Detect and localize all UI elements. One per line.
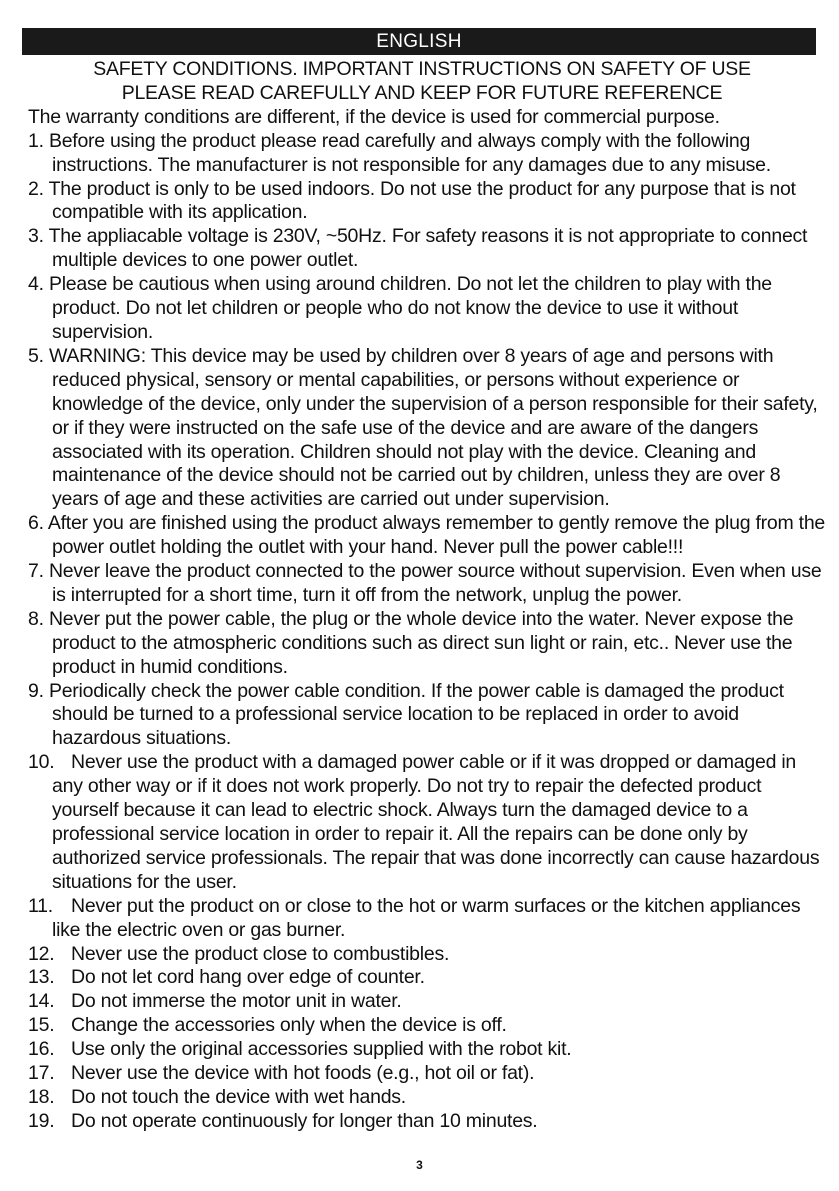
item-number: 12.	[28, 942, 55, 965]
list-item	[28, 1038, 828, 1062]
list-item	[28, 273, 828, 345]
item-text: After you are finished using the product always remember to gently remove the plug from the power outlet holding the outlet with your hand. Never pull the power cable!!!	[47, 512, 826, 559]
list-item	[28, 130, 828, 178]
item-number: 18.	[28, 1085, 55, 1108]
item-number: 3.	[28, 225, 44, 248]
item-text: Do not immerse the motor unit in water.	[71, 990, 402, 1013]
item-number: 13.	[28, 966, 55, 989]
document-body	[28, 58, 828, 1134]
item-number: 7.	[28, 560, 44, 583]
list-item	[28, 345, 828, 512]
item-text: The product is only to be used indoors. Do not use the product for any purpose that is not compatible with its application.	[48, 177, 796, 224]
item-text: Never use the product close to combustibles.	[71, 942, 450, 965]
item-text: Do not touch the device with wet hands.	[71, 1085, 406, 1108]
item-number: 11.	[28, 894, 53, 917]
item-number: 6.	[28, 512, 44, 535]
language-header-bar: ENGLISH	[22, 28, 816, 55]
list-item	[28, 943, 828, 967]
item-number: 17.	[28, 1062, 55, 1085]
item-number: 9.	[28, 679, 44, 702]
list-item	[28, 1086, 828, 1110]
item-text: Periodically check the power cable condition. If the power cable is damaged the product should be turned to a professional service location to be replaced in order to avoid hazardous situations.	[48, 679, 784, 750]
item-text: Never use the product with a damaged power cable or if it was dropped or damaged in any other way or if it does not work properly. Do not try to repair the defected product yourself because it can lead to electric shock. Always turn the damaged device to a professional service location in order to repair it. All the repairs can be done only by authorized service professionals. The repair that was done incorrectly can cause hazardous situations for the user.	[52, 751, 820, 893]
item-number: 2.	[28, 177, 44, 200]
item-text: Do not operate continuously for longer than 10 minutes.	[71, 1109, 538, 1132]
safety-instructions-list	[28, 130, 828, 1134]
item-text: Never leave the product connected to the power source without supervision. Even when use is interrupted for a short time, turn it off from the network, unplug the power.	[48, 560, 822, 606]
list-item	[28, 990, 828, 1014]
item-number: 5.	[28, 344, 44, 367]
item-number: 4.	[28, 273, 44, 296]
item-number: 1.	[28, 129, 44, 152]
item-text: The appliacable voltage is 230V, ~50Hz. For safety reasons it is not appropriate to connect multiple devices to one power outlet.	[48, 225, 808, 272]
list-item	[28, 225, 828, 273]
item-text: Do not let cord hang over edge of counter.	[71, 966, 425, 989]
page-number: 3	[416, 1158, 423, 1172]
list-item	[28, 178, 828, 226]
warranty-intro: The warranty conditions are different, if the device is used for commercial purpose.	[28, 105, 720, 128]
list-item	[28, 966, 828, 990]
list-item	[28, 751, 828, 894]
item-number: 15.	[28, 1014, 55, 1037]
item-text: Use only the original accessories supplied with the robot kit.	[71, 1038, 572, 1061]
item-text: Never put the power cable, the plug or the whole device into the water. Never expose the product to the atmospheric conditions such as direct sun light or rain, etc.. Never use the product in humid conditions.	[48, 607, 794, 678]
list-item	[28, 680, 828, 752]
item-number: 16.	[28, 1038, 55, 1061]
item-text: Before using the product please read carefully and always comply with the following instructions. The manufacturer is not responsible for any damages due to any misuse.	[48, 129, 771, 176]
item-number: 8.	[28, 607, 44, 630]
list-item	[28, 1062, 828, 1086]
list-item	[28, 512, 828, 560]
safety-heading-line-2: PLEASE READ CAREFULLY AND KEEP FOR FUTURE REFERENCE	[121, 81, 723, 104]
item-text: Change the accessories only when the device is off.	[71, 1014, 507, 1037]
item-number: 19.	[28, 1109, 55, 1132]
item-text: Never put the product on or close to the hot or warm surfaces or the kitchen appliances like the electric oven or gas burner.	[52, 894, 801, 941]
item-number: 10.	[28, 751, 55, 774]
item-number: 14.	[28, 990, 55, 1013]
list-item	[28, 608, 828, 680]
safety-heading-line-1: SAFETY CONDITIONS. IMPORTANT INSTRUCTIONS ON SAFETY OF USE	[93, 58, 751, 80]
list-item	[28, 895, 828, 943]
list-item	[28, 1014, 828, 1038]
list-item	[28, 1110, 828, 1134]
item-text: Please be cautious when using around children. Do not let the children to play with the product. Do not let children or people who do not know the device to use it without supervision.	[48, 273, 772, 343]
item-text: Never use the device with hot foods (e.g., hot oil or fat).	[71, 1062, 535, 1085]
item-text: WARNING: This device may be used by children over 8 years of age and persons with reduced physical, sensory or mental capabilities, or persons without experience or knowledge of the device, only under the supervision of a person responsible for their safety, or if they were instructed on the safe use of the device and are aware of the dangers associated with its operation. Children should not play with the device. Cleaning and maintenance of the device should not be carried out by children, unless they are over 8 years of age and these activities are carried out under supervision.	[48, 344, 818, 511]
list-item	[28, 560, 828, 608]
